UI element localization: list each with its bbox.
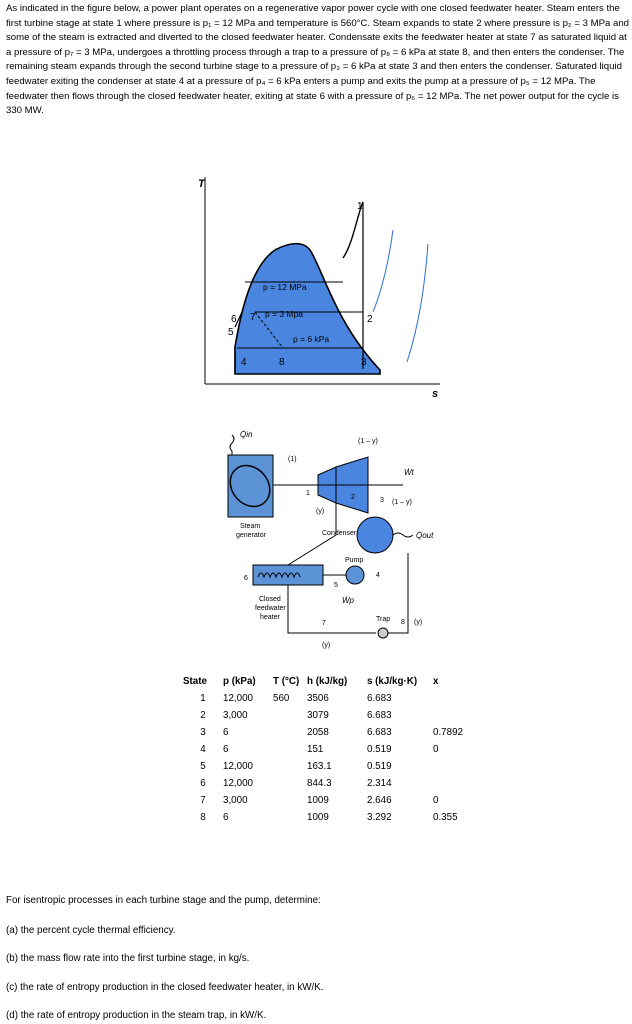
col-pressure: p (kPa) xyxy=(223,676,256,687)
question-c: (c) the rate of entropy production in the closed feedwater heater, in kW/K. xyxy=(6,982,324,993)
cell-state: 7 xyxy=(200,795,206,806)
flow-1-label: (1) xyxy=(288,456,297,463)
heater-label-1: Closed xyxy=(259,596,281,603)
cell-h: 3079 xyxy=(307,710,329,721)
state-label-6: 6 xyxy=(231,314,237,325)
question-a: (a) the percent cycle thermal efficiency. xyxy=(6,925,176,936)
flow-y-label: (y) xyxy=(316,508,325,515)
state-label-4: 4 xyxy=(241,357,247,368)
cell-p: 6 xyxy=(223,744,229,755)
steam-generator xyxy=(228,455,273,517)
cell-t xyxy=(273,792,307,809)
col-temperature: T (°C) xyxy=(273,676,300,687)
s-axis-label: s xyxy=(432,388,439,400)
cell-p: 12,000 xyxy=(223,761,253,772)
cell-s: 2.314 xyxy=(367,778,392,789)
col-quality: x xyxy=(433,676,439,687)
cell-p: 3,000 xyxy=(223,710,248,721)
cell-state: 8 xyxy=(200,812,206,823)
cell-t xyxy=(273,707,307,724)
table-row xyxy=(183,724,463,741)
cell-x: 0.7892 xyxy=(433,727,463,738)
cell-x: 0 xyxy=(433,744,439,755)
cell-h: 151 xyxy=(307,744,324,755)
heater-label-3: heater xyxy=(260,614,280,621)
heater-label-2: feedwater xyxy=(255,605,286,612)
cell-state: 5 xyxy=(200,761,206,772)
isobar-blue-a xyxy=(373,230,393,312)
state-4: 4 xyxy=(376,572,380,579)
col-state: State xyxy=(183,676,207,687)
saturation-dome xyxy=(235,244,380,374)
q-in-arrow xyxy=(230,435,234,455)
q-out-label: Q̇out xyxy=(416,531,434,540)
cell-s: 6.683 xyxy=(367,693,392,704)
line-trap-condenser xyxy=(388,553,408,633)
table-row xyxy=(183,707,463,724)
system-schematic xyxy=(218,425,434,665)
cell-h: 3506 xyxy=(307,693,329,704)
trap-label: Trap xyxy=(376,616,391,623)
cell-h: 2058 xyxy=(307,727,329,738)
state-1: 1 xyxy=(306,490,310,497)
cell-s: 0.519 xyxy=(367,744,392,755)
isobar-6kpa-label: p = 6 kPa xyxy=(293,334,330,344)
cell-h: 163.1 xyxy=(307,761,332,772)
table-row xyxy=(183,741,463,758)
cell-x xyxy=(433,707,463,724)
cell-state: 3 xyxy=(200,727,206,738)
table-row xyxy=(183,758,463,775)
question-d: (d) the rate of entropy production in the steam trap, in kW/K. xyxy=(6,1010,267,1021)
condenser xyxy=(357,517,393,553)
state-label-5: 5 xyxy=(228,327,234,338)
state-label-8: 8 xyxy=(279,357,285,368)
ts-diagram xyxy=(195,172,445,400)
cell-t xyxy=(273,775,307,792)
cell-s: 3.292 xyxy=(367,812,392,823)
question-b: (b) the mass flow rate into the first turbine stage, in kg/s. xyxy=(6,953,250,964)
cell-p: 12,000 xyxy=(223,693,253,704)
table-row xyxy=(183,809,463,826)
isobar-blue-b xyxy=(407,244,428,362)
problem-statement: As indicated in the figure below, a power plant operates on a regenerative vapor power cycle with one closed feedwater heater. Steam enters the first turbine stage at state 1 where pressure is p₁ = 12 MPa and temperature is 560°C. Steam expands to state 2 where pressure is p₂ = 3 MPa and some of the steam is extracted and diverted to the closed feedwater heater. Condensate exits the feedwater heater at state 7 as saturated liquid at a pressure of p₇ = 3 MPa, undergoes a throttling process through a trap to a pressure of p₈ = 6 kPa at state 8, and then enters the condenser. The remaining steam expands through the second turbine stage to a pressure of p₃ = 6 kPa at state 3 and then enters the condenser. Saturated liquid feedwater exiting the condenser at state 4 at a pressure of p₄ = 6 kPa enters a pump and exits the pump at a pressure of p₅ = 12 MPa. The feedwater then flows through the closed feedwater heater, exiting at state 6 with a pressure of p₆ = 12 MPa. The net power output for the cycle is 330 MW. xyxy=(6,3,629,117)
state-label-2: 2 xyxy=(367,314,373,325)
state-7: 7 xyxy=(322,620,326,627)
col-entropy: s (kJ/kg·K) xyxy=(367,676,418,687)
state-label-1: 1 xyxy=(357,201,363,212)
cell-h: 844.3 xyxy=(307,778,332,789)
state-5: 5 xyxy=(334,582,338,589)
w-p-label: Ẇp xyxy=(342,596,354,605)
pump-label: Pump xyxy=(345,557,364,564)
condenser-label: Condenser xyxy=(322,530,357,537)
cell-s: 2.646 xyxy=(367,795,392,806)
state-label-7: 7 xyxy=(250,312,256,323)
q-out-arrow xyxy=(393,533,413,537)
flow-y-right: (y) xyxy=(414,619,423,626)
q-in-label: Q̇in xyxy=(240,430,253,439)
cell-x xyxy=(433,758,463,775)
state-6: 6 xyxy=(244,575,248,582)
cell-p: 12,000 xyxy=(223,778,253,789)
cell-s: 6.683 xyxy=(367,710,392,721)
trap xyxy=(378,628,388,638)
isobar-3mpa-label: p = 3 Mpa xyxy=(265,309,304,319)
t-axis-label: T xyxy=(198,178,205,190)
table-row xyxy=(183,690,463,707)
steam-generator-label-1: Steam xyxy=(240,523,261,530)
state-3: 3 xyxy=(380,497,384,504)
table-row xyxy=(183,792,463,809)
table-header-row xyxy=(183,673,463,690)
cell-state: 2 xyxy=(200,710,206,721)
cell-t xyxy=(273,758,307,775)
state-2: 2 xyxy=(351,494,355,501)
pump xyxy=(346,566,364,584)
isobar-12mpa-label: p = 12 MPa xyxy=(263,282,307,292)
line-7-trap xyxy=(288,585,376,633)
property-table xyxy=(183,673,463,826)
cell-x xyxy=(433,690,463,707)
cell-state: 4 xyxy=(200,744,206,755)
cell-x: 0.355 xyxy=(433,812,458,823)
cell-state: 1 xyxy=(200,693,206,704)
cell-t xyxy=(273,809,307,826)
steam-generator-label-2: generator xyxy=(236,532,266,539)
w-t-label: Ẇt xyxy=(404,468,414,477)
flow-1-minus-y-top: (1 – y) xyxy=(358,438,378,445)
cell-x: 0 xyxy=(433,795,439,806)
state-label-3: 3 xyxy=(361,357,367,368)
cell-state: 6 xyxy=(200,778,206,789)
cell-x xyxy=(433,775,463,792)
cell-h: 1009 xyxy=(307,795,329,806)
table-row xyxy=(183,775,463,792)
cell-s: 6.683 xyxy=(367,727,392,738)
cell-p: 6 xyxy=(223,727,229,738)
cell-h: 1009 xyxy=(307,812,329,823)
cell-p: 3,000 xyxy=(223,795,248,806)
cell-p: 6 xyxy=(223,812,229,823)
flow-1-minus-y-right: (1 – y) xyxy=(392,499,412,506)
flow-y-bottom: (y) xyxy=(322,642,331,649)
cell-t xyxy=(273,741,307,758)
col-enthalpy: h (kJ/kg) xyxy=(307,676,348,687)
cell-s: 0.519 xyxy=(367,761,392,772)
questions-lead: For isentropic processes in each turbine stage and the pump, determine: xyxy=(6,895,321,906)
cell-t: 560 xyxy=(273,693,290,704)
state-8: 8 xyxy=(401,619,405,626)
cell-t xyxy=(273,724,307,741)
